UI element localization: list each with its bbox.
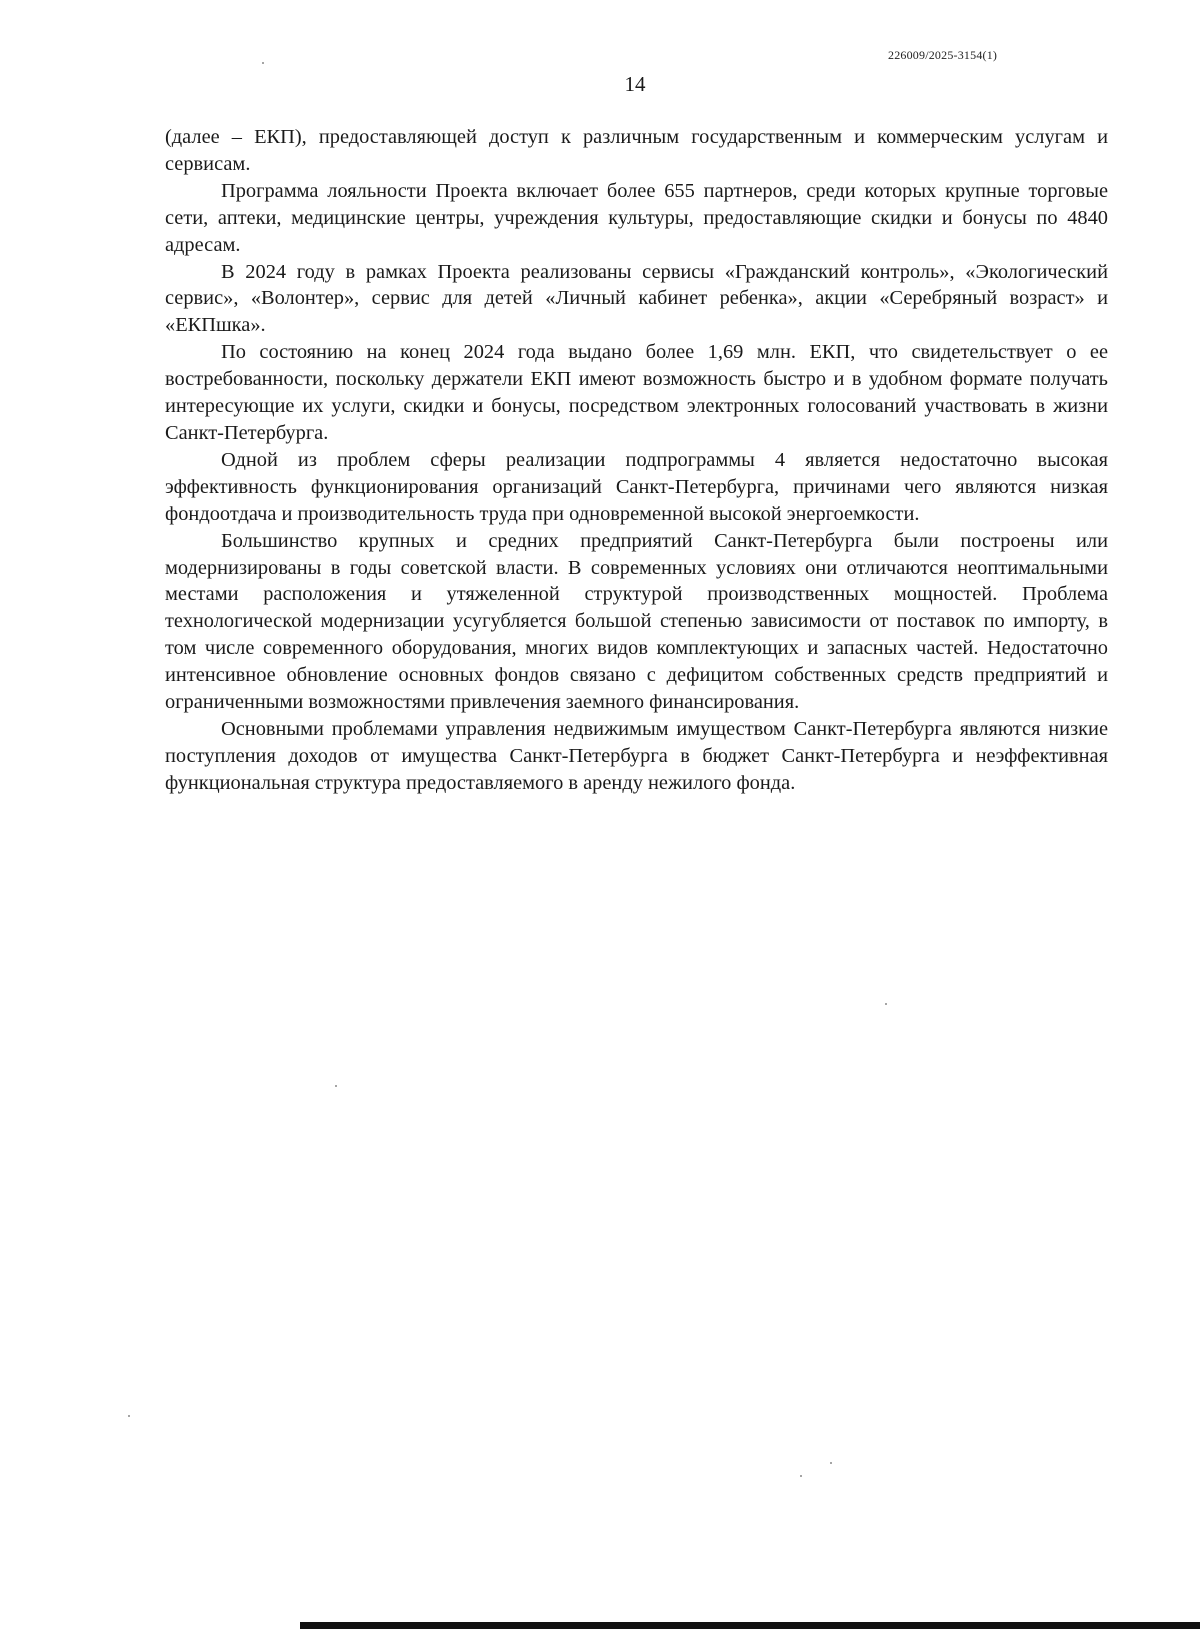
paragraph-ekp-issued: По состоянию на конец 2024 года выдано более 1,69 млн. ЕКП, что свидетельствует о ее востребованности, поскольку держатели ЕКП имеют возможность быстро и в удобном формате получать интересующие их услуги, скидки и бонусы, посредством электронных голосований участвовать в жизни Санкт-Петербурга. [165, 341, 1108, 444]
scan-bottom-edge [300, 1622, 1200, 1629]
scan-speck [128, 1415, 130, 1417]
scan-speck [885, 1003, 887, 1005]
page-number: 14 [624, 72, 646, 96]
document-body [165, 124, 1108, 797]
scan-speck [262, 62, 264, 64]
paragraph-loyalty-program: Программа лояльности Проекта включает более 655 партнеров, среди которых крупные торговые сети, аптеки, медицинские центры, учреждения культуры, предоставляющие скидки и бонусы по 4840 адресам. [165, 179, 1108, 256]
paragraph-enterprises-modernization: Большинство крупных и средних предприятий Санкт-Петербурга были построены или модернизированы в годы советской власти. В современных условиях они отличаются неоптимальными местами расположения и утяжеленной структурой производственных мощностей. Проблема технологической модернизации усугубляется большой степенью зависимости от поставок по импорту, в том числе современного оборудования, многих видов комплектующих и запасных частей. Недостаточно интенсивное обновление основных фондов связано с дефицитом собственных средств предприятий и ограниченными возможностями привлечения заемного финансирования. [165, 529, 1108, 714]
scan-speck [800, 1475, 802, 1477]
paragraph-services-2024: В 2024 году в рамках Проекта реализованы сервисы «Гражданский контроль», «Экологический сервис», «Волонтер», сервис для детей «Личный кабинет ребенка», акции «Серебряный возраст» и «ЕКПшка». [165, 260, 1108, 337]
paragraph-subprogram-4-problem: Одной из проблем сферы реализации подпрограммы 4 является недостаточно высокая эффективность функционирования организаций Санкт-Петербурга, причинами чего являются низкая фондоотдача и производительность труда при одновременной высокой энергоемкости. [165, 448, 1108, 525]
registration-number: 226009/2025-3154(1) [888, 48, 998, 62]
paragraph-property-management: Основными проблемами управления недвижимым имуществом Санкт-Петербурга являются низкие поступления доходов от имущества Санкт-Петербурга в бюджет Санкт-Петербурга и неэффективная функциональная структура предоставляемого в аренду нежилого фонда. [165, 717, 1108, 794]
scan-speck [830, 1462, 832, 1464]
paragraph-continuation: (далее – ЕКП), предоставляющей доступ к различным государственным и коммерческим услугам и сервисам. [165, 126, 1108, 175]
scan-speck [335, 1085, 337, 1087]
